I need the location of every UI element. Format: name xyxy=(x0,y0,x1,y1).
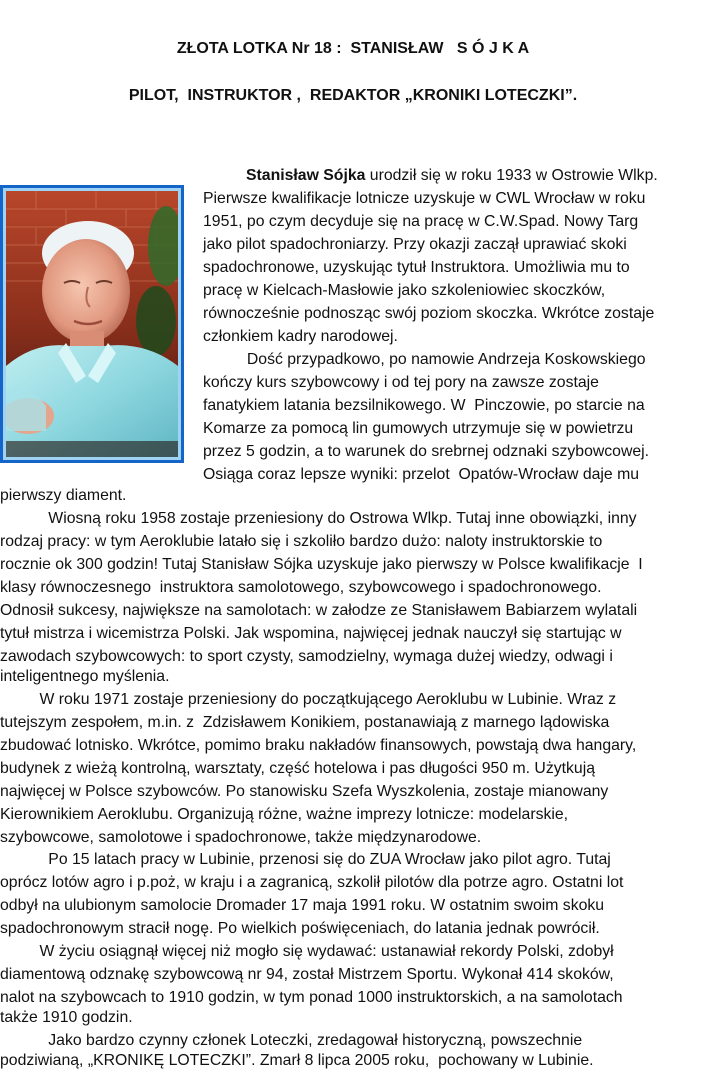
text-line: także 1910 godzin. xyxy=(0,1009,133,1026)
text-line: nalot na szybowcach to 1910 godzin, w tym ponad 1000 instruktorskich, a na samolotach xyxy=(0,989,623,1006)
text-line: W życiu osiągnął więcej niż mogło się wydawać: ustanawiał rekordy Polski, zdobył xyxy=(0,943,614,960)
text-line: spadochronowym stracił nogę. Po wielkich poświęceniach, do latania jednak powrócił. xyxy=(0,920,600,937)
person-name: Stanisław Sójka xyxy=(246,167,366,184)
text-line: Osiąga coraz lepsze wyniki: przelot Opatów-Wrocław daje mu xyxy=(203,466,640,483)
text-line: 1951, po czym decyduje się na pracę w C.W.Spad. Nowy Targ xyxy=(203,213,639,230)
text-line: podziwianą, „KRONIKĘ LOTECZKI”. Zmarł 8 lipca 2005 roku, pochowany w Lubinie. xyxy=(0,1052,594,1069)
text-line: szybowcowe, samolotowe i spadochronowe, także międzynarodowe. xyxy=(0,829,482,846)
text-line: spadochronowe, uzyskując tytuł Instruktora. Umożliwia mu to xyxy=(203,259,630,276)
portrait-illustration xyxy=(6,191,178,457)
text-line: przez 5 godzin, a to warunek do srebrnej odznaki szybowcowej. xyxy=(203,443,650,460)
text-line: członkiem kadry narodowej. xyxy=(203,328,398,345)
text-line: oprócz lotów agro i p.poż, w kraju i a zagranicą, szkolił pilotów dla potrze agro. Ostatni lot xyxy=(0,874,624,891)
text-line: Odnosił sukcesy, największe na samolotach: w załodze ze Stanisławem Babiarzem wylatali xyxy=(0,602,638,619)
portrait-photo xyxy=(3,188,181,460)
text-line-rest: urodził się w roku 1933 w Ostrowie Wlkp. xyxy=(365,167,658,184)
text-line: tytuł mistrza i wicemistrza Polski. Jak wspomina, najwięcej jednak nauczył się startując w xyxy=(0,625,622,642)
text-line: równocześnie podnosząc swój poziom skoczka. Wkrótce zostaje xyxy=(203,305,655,322)
text-line: odbył na ulubionym samolocie Dromader 17 maja 1991 roku. W ostatnim swoim skoku xyxy=(0,897,605,914)
text-line: zbudować lotnisko. Wkrótce, pomimo braku nakładów finansowych, powstają dwa hangary, xyxy=(0,737,637,754)
text-line: klasy równoczesnego instruktora samolotowego, szybowcowego i spadochronowego. xyxy=(0,579,602,596)
text-line: Po 15 latach pracy w Lubinie, przenosi się do ZUA Wrocław jako pilot agro. Tutaj xyxy=(0,851,611,868)
text-line: pracę w Kielcach-Masłowie jako szkoleniowiec skoczków, xyxy=(203,282,606,299)
text-line: rocznie ok 300 godzin! Tutaj Stanisław Sójka uzyskuje jako pierwszy w Polsce kwalifikacje I xyxy=(0,556,643,573)
text-line: Jako bardzo czynny członek Loteczki, zredagował historyczną, powszechnie xyxy=(0,1032,583,1049)
text-line: rodzaj pracy: w tym Aeroklubie latało się i szkoliło bardzo dużo: naloty instruktorskie to xyxy=(0,533,603,550)
text-line: inteligentnego myślenia. xyxy=(0,668,170,685)
text-line: Wiosną roku 1958 zostaje przeniesiony do Ostrowa Wlkp. Tutaj inne obowiązki, inny xyxy=(0,510,637,527)
text-line: tutejszym zespołem, m.in. z Zdzisławem Konikiem, postanawiają z marnego lądowiska xyxy=(0,714,610,731)
text-line: fanatykiem latania bezsilnikowego. W Pinczowie, po starcie na xyxy=(203,397,645,414)
portrait-photo-frame xyxy=(0,185,184,463)
page-title: ZŁOTA LOTKA Nr 18 : STANISŁAW S Ó J K A xyxy=(176,40,530,57)
text-line: zawodach szybowcowych: to sport czysty, samodzielny, wymaga dużej wiedzy, odwagi i xyxy=(0,648,613,665)
text-line: najwięcej w Polsce szybowców. Po stanowisku Szefa Wyszkolenia, zostaje mianowany xyxy=(0,783,609,800)
text-line xyxy=(203,165,658,187)
text-line: Pierwsze kwalifikacje lotnicze uzyskuje w CWL Wrocław w roku xyxy=(203,190,646,207)
text-line: budynek z wieżą kontrolną, warsztaty, część hotelowa i pas długości 950 m. Użytkują xyxy=(0,760,596,777)
text-line: Dość przypadkowo, po namowie Andrzeja Koskowskiego xyxy=(203,351,646,368)
text-line: Komarze za pomocą lin gumowych utrzymuje się w powietrzu xyxy=(203,420,634,437)
text-line: pierwszy diament. xyxy=(0,487,127,504)
text-line: W roku 1971 zostaje przeniesiony do początkującego Aeroklubu w Lubinie. Wraz z xyxy=(0,691,617,708)
text-line: Kierownikiem Aeroklubu. Organizują różne, ważne imprezy lotnicze: modelarskie, xyxy=(0,806,569,823)
page-subtitle: PILOT, INSTRUKTOR , REDAKTOR „KRONIKI LOTECZKI”. xyxy=(128,87,578,104)
text-line: kończy kurs szybowcowy i od tej pory na zawsze zostaje xyxy=(203,374,599,391)
text-line: diamentową odznakę szybowcową nr 94, został Mistrzem Sportu. Wykonał 414 skoków, xyxy=(0,966,614,983)
text-line: jako pilot spadochroniarzy. Przy okazji zaczął uprawiać skoki xyxy=(203,236,627,253)
